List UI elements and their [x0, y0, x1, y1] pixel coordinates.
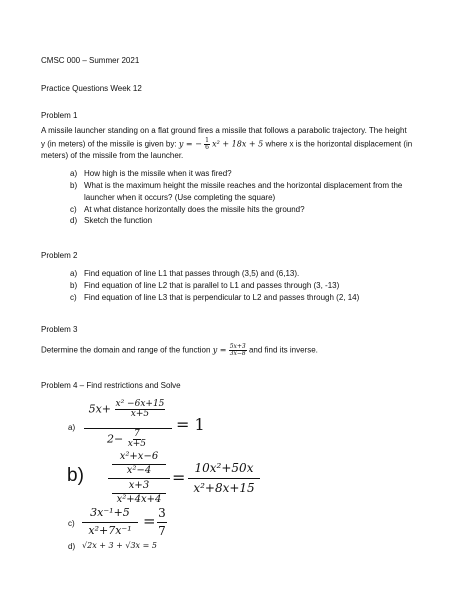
problem3-text-a: Determine the domain and range of the function	[41, 345, 211, 355]
item-label: d)	[70, 216, 78, 225]
problem3-eq-frac	[229, 344, 247, 357]
problem4-a-rhs: = 1	[176, 415, 205, 434]
problem4-c-den: x²+7x⁻¹	[88, 524, 132, 537]
problem4-b-r-num: 10x²+50x	[194, 461, 254, 475]
problem4-d-expr: √2x + 3 + √3x = 5	[82, 541, 157, 550]
item-label: c)	[70, 293, 77, 302]
problem4-c-num: 3x⁻¹+5	[90, 506, 130, 519]
problem4-a-bottom	[82, 430, 172, 449]
problem4-a-label: a)	[68, 423, 76, 432]
problem3-text-b: and find its inverse.	[248, 345, 318, 355]
item-text: Find equation of line L1 that passes through (3,5) and (6,13).	[84, 269, 300, 278]
problem4-d-label: d)	[68, 542, 76, 551]
problem4-a-top-frac	[115, 400, 166, 419]
problem4-c-eq: =	[143, 512, 156, 530]
problem2-title: Problem 2	[41, 251, 78, 260]
problem4-b-main-bar	[108, 478, 170, 479]
problem4-b-d-den: x²+4x+4	[116, 494, 162, 505]
item-label: a)	[70, 169, 78, 178]
item-text: How high is the missile when it was fired?	[84, 169, 232, 178]
problem4-a-main-bar	[84, 428, 172, 429]
problem4-c-bar	[82, 522, 138, 523]
problem4-c-r-num: 3	[158, 506, 166, 520]
problem4-b-d-num: x+3	[128, 480, 150, 491]
course-title: CMSC 000 – Summer 2021	[41, 56, 140, 65]
problem1-eq-frac-den: 6	[205, 144, 209, 151]
problem1-eq-frac-num: 1	[205, 137, 209, 144]
problem1-eq-eq: = −	[183, 139, 202, 149]
item-label: b)	[70, 281, 78, 290]
item-label: a)	[70, 269, 78, 278]
problem1-intro-text-a: y (in meters) of the missile is given by:	[41, 139, 177, 149]
problem4-title: Problem 4 – Find restrictions and Solve	[41, 381, 181, 390]
problem3-text	[41, 344, 318, 357]
item-text: Sketch the function	[84, 216, 153, 225]
problem4-c-r-den: 7	[158, 524, 166, 538]
problem3-title: Problem 3	[41, 325, 78, 334]
problem1-eq-frac	[204, 138, 210, 151]
problem1-intro-line3: meters) of the missile from the launcher.	[41, 151, 184, 160]
problem3-eq-num: 5x+3	[229, 343, 246, 350]
problem1-eq-y: y	[178, 139, 184, 149]
item-text: At what distance horizontally does the missile hits the ground?	[84, 205, 305, 214]
problem4-a-top	[82, 400, 172, 419]
problem4-b-eq: =	[172, 468, 186, 487]
problem4-b-r-den: x²+8x+15	[193, 481, 255, 495]
problem1-intro-line1: A missile launcher standing on a flat ground fires a missile that follows a parabolic trajectory. The height	[41, 126, 407, 135]
problem4-b-n-den: x²−4	[126, 465, 152, 476]
problem4-b-r-bar	[188, 478, 260, 479]
problem4-a-bot-left: 2−	[106, 432, 124, 446]
problem4-b-label: b)	[67, 465, 84, 486]
problem1-intro-line2	[41, 138, 412, 151]
item-label: b)	[70, 181, 78, 190]
problem1-eq-rest: x² + 18x + 5	[212, 139, 264, 149]
item-text: What is the maximum height the missile reaches and the horizontal displacement from the	[84, 181, 403, 190]
problem4-a-top-den: x+5	[130, 409, 150, 419]
week-title: Practice Questions Week 12	[41, 84, 142, 93]
problem4-b-n-num: x²+x−6	[119, 451, 159, 462]
item-text: Find equation of line L2 that is parallel to L1 and passes through (3, -13)	[84, 281, 340, 290]
item-text: Find equation of line L3 that is perpendicular to L2 and passes through (2, 14)	[84, 293, 360, 302]
problem3-eq-den: 3x−8	[229, 350, 246, 357]
problem4-c-label: c)	[68, 519, 75, 528]
problem3-eq-lhs: y =	[212, 345, 227, 355]
problem4-c-r-bar	[157, 522, 167, 523]
problem4-a-top-left: 5x+	[88, 402, 112, 416]
problem4-a-bot-den: x+5	[127, 439, 147, 449]
item-text: launcher when it occurs? (Use completing the square)	[84, 193, 276, 202]
problem4-a-bot-frac	[127, 430, 147, 449]
item-label: c)	[70, 205, 77, 214]
problem4-a-bot-num: 7	[133, 429, 140, 439]
problem1-title: Problem 1	[41, 111, 78, 120]
problem4-a-top-num: x² −6x+15	[115, 399, 165, 409]
problem1-intro-text-b: where x is the horizontal displacement (in	[265, 139, 413, 149]
